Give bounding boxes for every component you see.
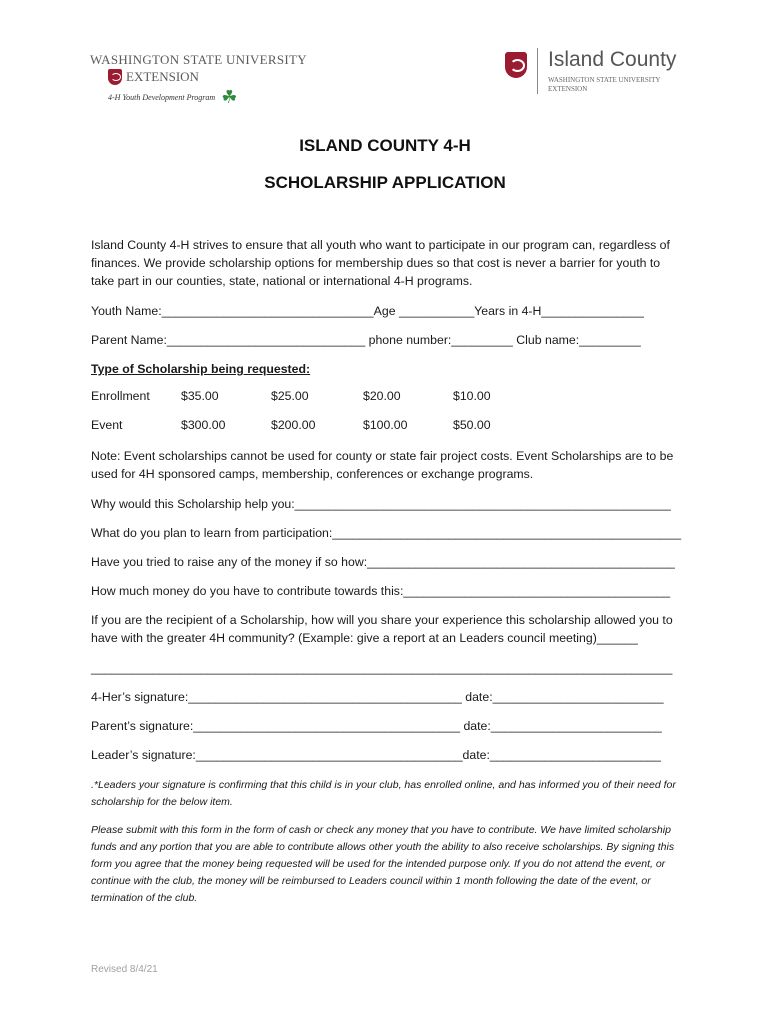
event-label: Event	[91, 418, 123, 432]
parent-name-field[interactable]: Parent Name:_____________________________ phone number:_________ Club name:_________	[91, 333, 641, 347]
leader-signature-field[interactable]: Leader’s signature:_______________________________________date:_________________________	[91, 748, 661, 762]
event-option[interactable]: $50.00	[453, 418, 491, 432]
question-share-extra-line[interactable]: _____________________________________________________________________________________	[91, 661, 673, 675]
island-county-logo-sub2: EXTENSION	[548, 85, 588, 93]
enrollment-option[interactable]: $10.00	[453, 389, 491, 403]
leader-footnote: .*Leaders your signature is confirming that this child is in your club, has enrolled online, and has informed you of their need for scholarship for the below item.	[91, 779, 676, 808]
document-subtitle: SCHOLARSHIP APPLICATION	[264, 173, 506, 192]
enrollment-option[interactable]: $20.00	[363, 389, 401, 403]
enrollment-option[interactable]: $25.00	[271, 389, 309, 403]
wsu-shield-icon	[505, 52, 527, 78]
logo-divider	[537, 48, 538, 94]
island-county-logo	[505, 48, 676, 94]
question-raise-money-field[interactable]: Have you tried to raise any of the money if so how:_____________________________________________	[91, 555, 675, 569]
question-share-field[interactable]: If you are the recipient of a Scholarship, how will you share your experience this scholarship allowed you to have with the greater 4H community? (Example: give a report at an Leaders council meeting)______	[91, 613, 673, 645]
scholarship-type-heading: Type of Scholarship being requested:	[91, 362, 311, 376]
wsu-extension-logo	[90, 52, 307, 107]
intro-paragraph: Island County 4-H strives to ensure that all youth who want to participate in our program can, regardless of finances. We provide scholarship options for membership dues so that cost is never a barrier for youth to take part in our counties, state, national or international 4-H programs.	[91, 238, 670, 288]
note-paragraph: Note: Event scholarships cannot be used for county or state fair project costs. Event Scholarships are to be used for 4H sponsored camps, membership, conferences or exchange programs.	[91, 449, 674, 481]
event-option[interactable]: $300.00	[181, 418, 226, 432]
enrollment-option[interactable]: $35.00	[181, 389, 219, 403]
question-learn-field[interactable]: What do you plan to learn from participation:___________________________________________________	[91, 526, 682, 540]
event-row	[91, 418, 591, 432]
enrollment-row	[91, 389, 591, 403]
question-help-field[interactable]: Why would this Scholarship help you:_______________________________________________________	[91, 497, 671, 511]
event-option[interactable]: $100.00	[363, 418, 408, 432]
4her-signature-field[interactable]: 4-Her’s signature:________________________________________ date:_________________________	[91, 690, 664, 704]
island-county-logo-title: Island County	[548, 48, 677, 71]
wsu-logo-line2: EXTENSION	[126, 69, 199, 84]
event-option[interactable]: $200.00	[271, 418, 316, 432]
parent-signature-field[interactable]: Parent’s signature:_______________________________________ date:_________________________	[91, 719, 662, 733]
wsu-logo-program: 4-H Youth Development Program	[108, 92, 216, 102]
document-title: ISLAND COUNTY 4-H	[299, 136, 471, 155]
enrollment-label: Enrollment	[91, 389, 150, 403]
island-county-logo-sub1: WASHINGTON STATE UNIVERSITY	[548, 76, 661, 84]
submission-instructions: Please submit with this form in the form of cash or check any money that you have to contribute. We have limited scholarship funds and any portion that you are able to contribute allows other youth the ability to also receive scholarships. By signing this form you agree that the money being requested will be used for the intended purpose only. If you do not attend the event, or continue with the club, the money will be reimbursed to Leaders council within 1 month following the date of the event, or termination of the club.	[91, 824, 675, 904]
question-contribute-field[interactable]: How much money do you have to contribute towards this:_______________________________________	[91, 584, 671, 598]
revision-date: Revised 8/4/21	[91, 964, 158, 975]
wsu-logo-line1: WASHINGTON STATE UNIVERSITY	[90, 52, 307, 67]
wsu-shield-icon	[108, 69, 122, 85]
four-leaf-clover-icon: ☘	[221, 87, 238, 107]
youth-name-field[interactable]: Youth Name:_______________________________Age ___________Years in 4-H_______________	[91, 304, 644, 318]
